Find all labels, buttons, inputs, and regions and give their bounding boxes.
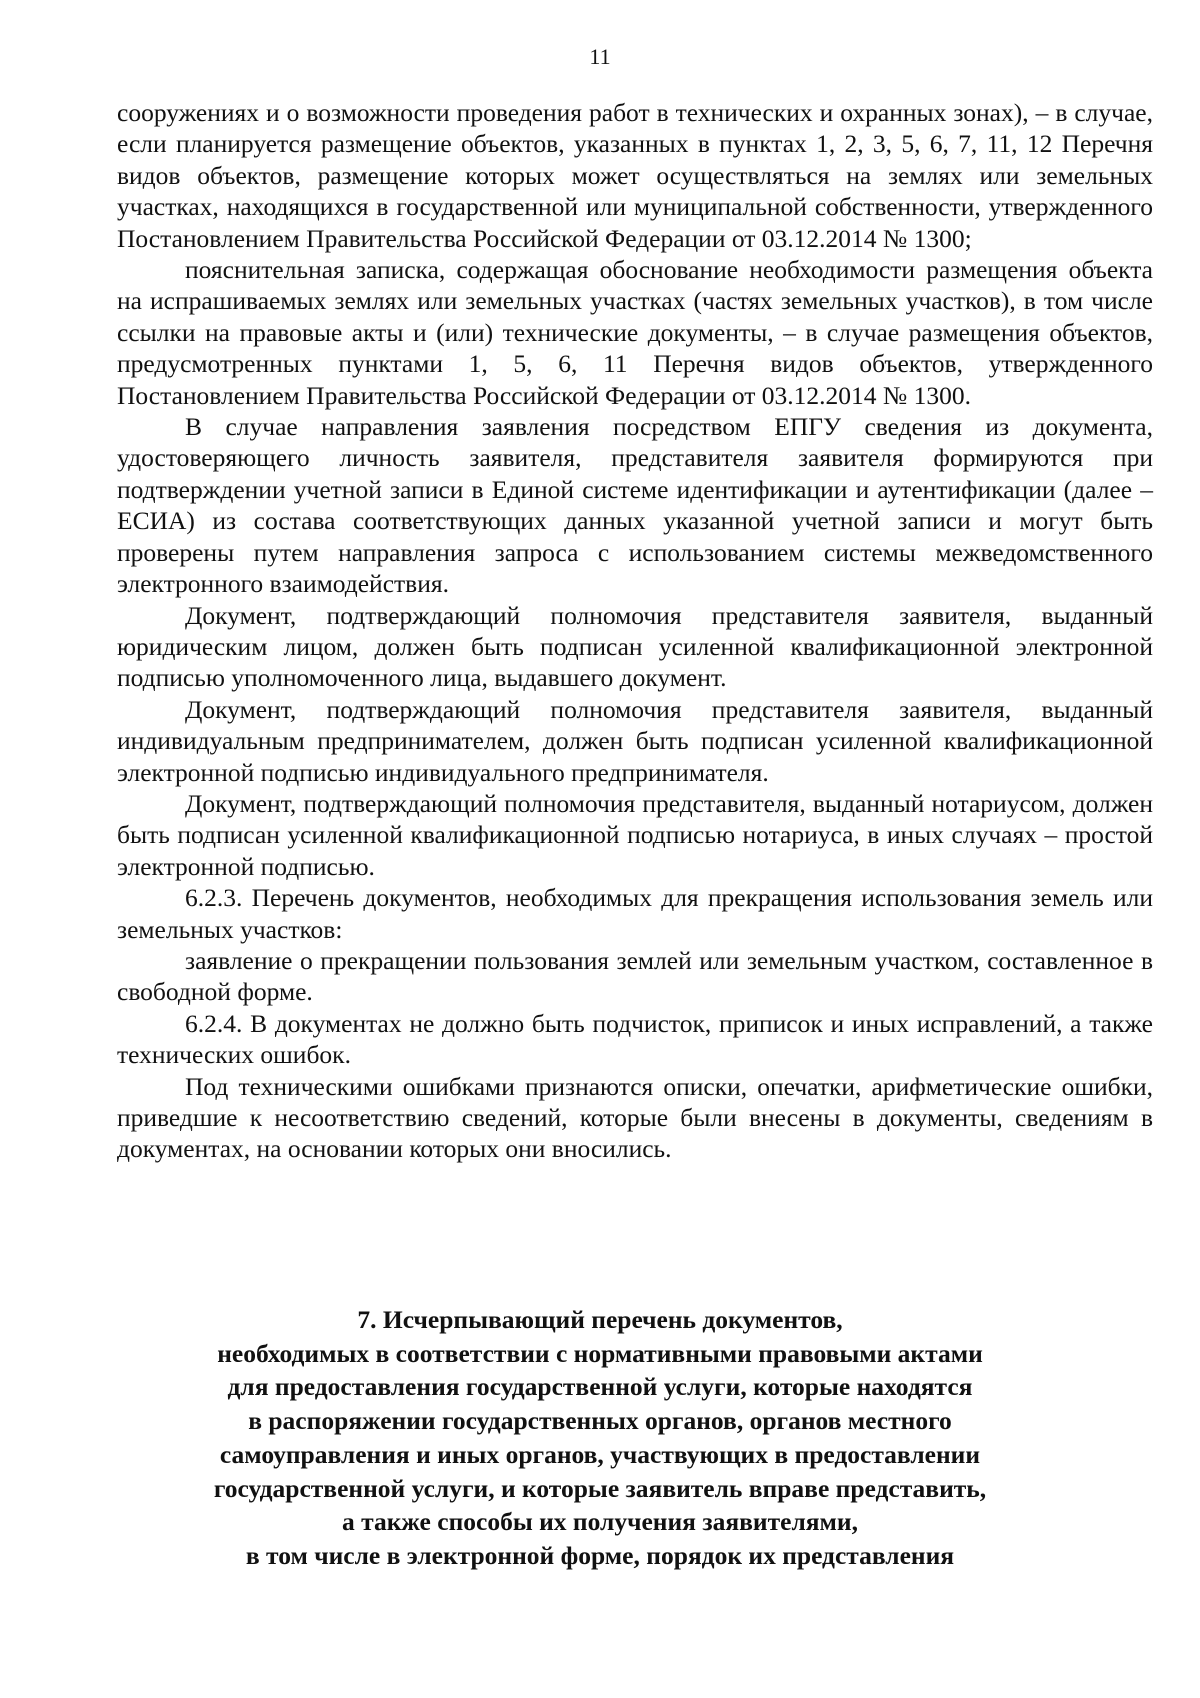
paragraph-continuation: сооружениях и о возможности проведения работ в технических и охранных зонах), – в случае, если планируется размещение объектов, указанных в пунктах 1, 2, 3, 5, 6, 7, 11, 12 Перечня видов объектов, размещение которых может осуществляться на землях или земельных участках, находящихся в государственной или муниципальной собственности, утвержденного Постановлением Правительства Российской Федерации от 03.12.2014 № 1300; xyxy=(117,98,1153,253)
paragraph-6-2-3: 6.2.3. Перечень документов, необходимых для прекращения использования земель или земельных участков: xyxy=(117,883,1153,944)
paragraph-technical-errors: Под техническими ошибками признаются описки, опечатки, арифметические ошибки, приведшие к несоответствию сведений, которые были внесены в документы, сведениям в документах, на основании которых они вносились. xyxy=(117,1071,1153,1164)
section-7-heading xyxy=(150,1303,1050,1573)
heading-line: в том числе в электронной форме, порядок их представления xyxy=(245,1540,955,1570)
heading-line: необходимых в соответствии с нормативными правовыми актами xyxy=(217,1338,983,1368)
paragraph-notary-signature: Документ, подтверждающий полномочия представителя, выданный нотариусом, должен быть подписан усиленной квалификационной подписью нотариуса, в иных случаях – простой электронной подписью. xyxy=(117,788,1153,881)
paragraph-6-2-4: 6.2.4. В документах не должно быть подчисток, приписок и иных исправлений, а также технических ошибок. xyxy=(117,1008,1153,1070)
paragraph-entrepreneur-signature: Документ, подтверждающий полномочия представителя заявителя, выданный индивидуальным предпринимателем, должен быть подписан усиленной квалификационной электронной подписью индивидуального предпринимателя. xyxy=(117,694,1153,787)
paragraph-explanatory-note: пояснительная записка, содержащая обоснование необходимости размещения объекта на испрашиваемых землях или земельных участках (частях земельных участков), в том числе ссылки на правовые акты и (или) технические документы, – в случае размещения объектов, предусмотренных пунктами 1, 5, 6, 11 Перечня видов объектов, утвержденного Постановлением Правительства Российской Федерации от 03.12.2014 № 1300. xyxy=(117,255,1153,410)
heading-line: государственной услуги, и которые заявитель вправе представить, xyxy=(213,1473,987,1503)
heading-line: 7. Исчерпывающий перечень документов, xyxy=(357,1305,843,1334)
paragraph-legal-entity-signature: Документ, подтверждающий полномочия представителя заявителя, выданный юридическим лицом, должен быть подписан усиленной квалификационной электронной подписью уполномоченного лица, выдавшего документ. xyxy=(117,600,1153,693)
heading-line: в распоряжении государственных органов, органов местного xyxy=(248,1406,952,1436)
page-number: 11 xyxy=(589,44,611,69)
heading-line: а также способы их получения заявителями, xyxy=(342,1507,858,1537)
document-body xyxy=(117,97,1153,1165)
paragraph-termination-application: заявление о прекращении пользования землей или земельным участком, составленное в свободной форме. xyxy=(117,945,1153,1007)
paragraph-epgu-esia: В случае направления заявления посредством ЕПГУ сведения из документа, удостоверяющего личность заявителя, представителя заявителя формируются при подтверждении учетной записи в Единой системе идентификации и аутентификации (далее – ЕСИА) из состава соответствующих данных указанной учетной записи и могут быть проверены путем направления запроса с использованием системы межведомственного электронного взаимодействия. xyxy=(117,412,1153,599)
heading-line: для предоставления государственной услуги, которые находятся xyxy=(227,1372,973,1402)
heading-line: самоуправления и иных органов, участвующих в предоставлении xyxy=(219,1439,981,1469)
